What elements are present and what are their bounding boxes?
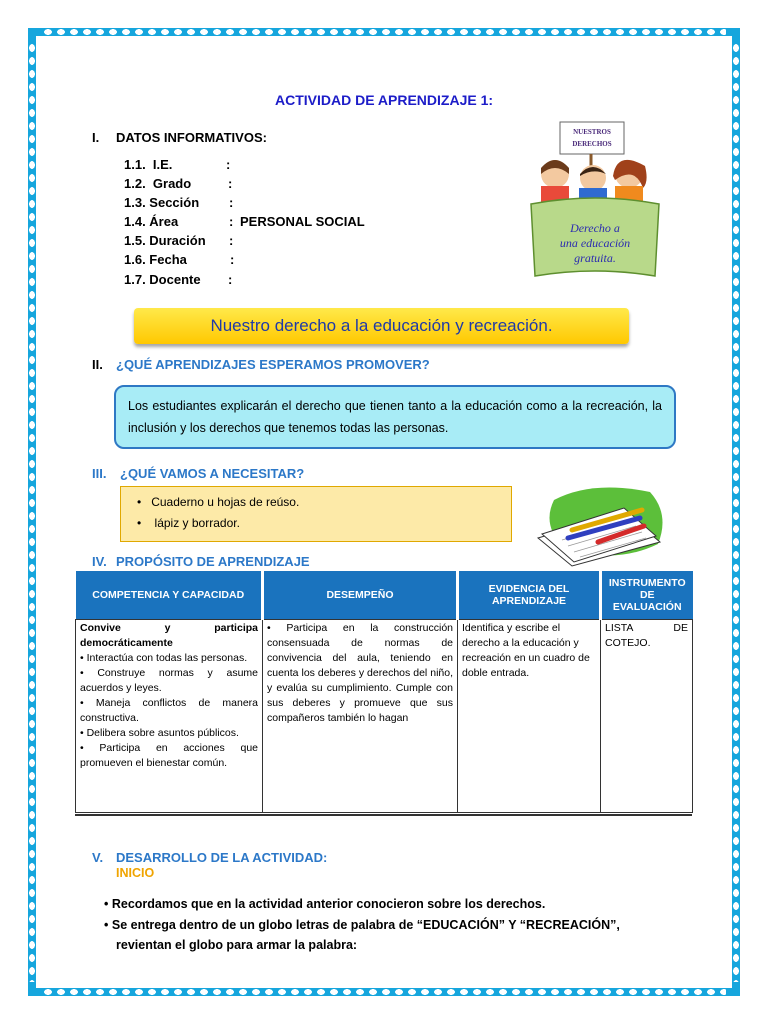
learning-goal-text: Los estudiantes explicarán el derecho que tienen tanto a la educación como a la recreación, la inclusión y los derechos que tenemos todas las personas. <box>128 399 662 435</box>
datos-label-duracion: 1.5. Duración <box>124 233 206 248</box>
cell-desempeno <box>263 620 458 813</box>
section5-number: V. <box>92 850 104 865</box>
banner-line-3: gratuita. <box>574 251 616 265</box>
section2-heading: ¿QUÉ APRENDIZAJES ESPERAMOS PROMOVER? <box>116 357 430 372</box>
datos-sep-grado: : <box>228 176 233 191</box>
datos-label-seccion: 1.3. Sección <box>124 195 200 210</box>
inicio-bullet: • Recordamos que en la actividad anterior conocieron sobre los derechos. <box>104 897 546 911</box>
sign-text-2: DERECHOS <box>572 140 612 148</box>
table-bottom-rule <box>75 814 692 816</box>
datos-label-ie: 1.1. I.E. <box>124 157 173 172</box>
evidencia-text: Identifica y escribe el derecho a la educación y recreación en un cuadro de doble entrada. <box>462 622 590 679</box>
competencia-item: • Delibera sobre asuntos públicos. <box>80 727 239 739</box>
cell-competencia <box>76 620 263 813</box>
purpose-table <box>75 571 693 813</box>
materials-box <box>120 486 512 542</box>
header-desempeno: DESEMPEÑO <box>263 571 458 620</box>
datos-sep-docente: : <box>228 272 233 287</box>
section3-heading: ¿QUÉ VAMOS A NECESITAR? <box>120 466 305 481</box>
datos-sep-seccion: : <box>229 195 234 210</box>
section4-heading: PROPÓSITO DE APRENDIZAJE <box>116 554 310 569</box>
datos-label-docente: 1.7. Docente <box>124 272 201 287</box>
materials-item: • Cuaderno u hojas de reúso. <box>137 495 300 509</box>
materials-item-text: lápiz y borrador. <box>151 516 240 530</box>
datos-label-grado: 1.2. Grado <box>124 176 192 191</box>
section4-number: IV. <box>92 554 107 569</box>
section5-heading: DESARROLLO DE LA ACTIVIDAD: <box>116 850 328 865</box>
border-beads-bottom <box>42 988 726 996</box>
instrumento-text: LISTA DE COTEJO. <box>605 622 688 649</box>
banner-line-1: Derecho a <box>570 221 620 235</box>
competencia-item: • Maneja conflictos de manera constructiva. <box>80 697 258 724</box>
border-beads-left <box>28 42 36 982</box>
datos-sep-ie: : <box>226 157 231 172</box>
sign-text-1: NUESTROS <box>573 128 611 136</box>
table-row <box>76 620 693 813</box>
header-instrumento: INSTRUMENTO DE EVALUACIÓN <box>601 571 693 620</box>
page-title: ACTIVIDAD DE APRENDIZAJE 1: <box>274 92 494 108</box>
materials-item-text: Cuaderno u hojas de reúso. <box>151 495 300 509</box>
section1-number: I. <box>92 130 100 145</box>
inicio-bullet-text: Se entrega dentro de un globo letras de palabra de “EDUCACIÓN” Y “RECREACIÓN”, revientan el globo para armar la palabra: <box>111 918 620 952</box>
materials-item: • lápiz y borrador. <box>137 516 240 530</box>
cell-evidencia <box>458 620 601 813</box>
topic-banner: Nuestro derecho a la educación y recreación. <box>134 308 629 344</box>
learning-goal-box <box>114 385 676 449</box>
border-beads-right <box>732 42 740 982</box>
competencia-item: • Interactúa con todas las personas. <box>80 652 248 664</box>
competencia-title: Convive y participa democráticamente <box>80 622 258 649</box>
paper-pencils-illustration <box>532 484 672 572</box>
header-competencia: COMPETENCIA Y CAPACIDAD <box>76 571 263 620</box>
datos-label-area: 1.4. Área <box>124 214 179 229</box>
section2-number: II. <box>92 357 103 372</box>
desempeno-text: • Participa en la construcción consensuada de normas de convivencia del aula, teniendo en cuenta los deberes y derechos del niño, y evalúa su cumplimiento. Cumple con sus deberes y promueve que sus compañeros también lo hagan <box>267 622 453 724</box>
section1-heading: DATOS INFORMATIVOS: <box>116 130 267 145</box>
inicio-label: INICIO <box>116 866 155 880</box>
table-header-row <box>76 571 693 620</box>
banner-line-2: una educación <box>559 236 631 250</box>
datos-sep-area: : <box>229 214 234 229</box>
competencia-item: • Participa en acciones que promueven el bienestar común. <box>80 742 258 769</box>
cell-instrumento <box>601 620 693 813</box>
competencia-item: • Construye normas y asume acuerdos y leyes. <box>80 667 258 694</box>
inicio-bullet: • Se entrega dentro de un globo letras de palabra de “EDUCACIÓN” Y “RECREACIÓN”, revientan el globo para armar la palabra: <box>104 918 620 952</box>
datos-sep-duracion: : <box>229 233 234 248</box>
datos-sep-fecha: : <box>230 252 235 267</box>
children-rights-illustration <box>525 116 665 286</box>
border-beads-top <box>42 28 726 36</box>
header-evidencia: EVIDENCIA DEL APRENDIZAJE <box>458 571 601 620</box>
inicio-bullet-text: Recordamos que en la actividad anterior conocieron sobre los derechos. <box>111 897 546 911</box>
section3-number: III. <box>92 466 107 481</box>
datos-label-fecha: 1.6. Fecha <box>124 252 187 267</box>
datos-value-area: PERSONAL SOCIAL <box>240 214 365 229</box>
